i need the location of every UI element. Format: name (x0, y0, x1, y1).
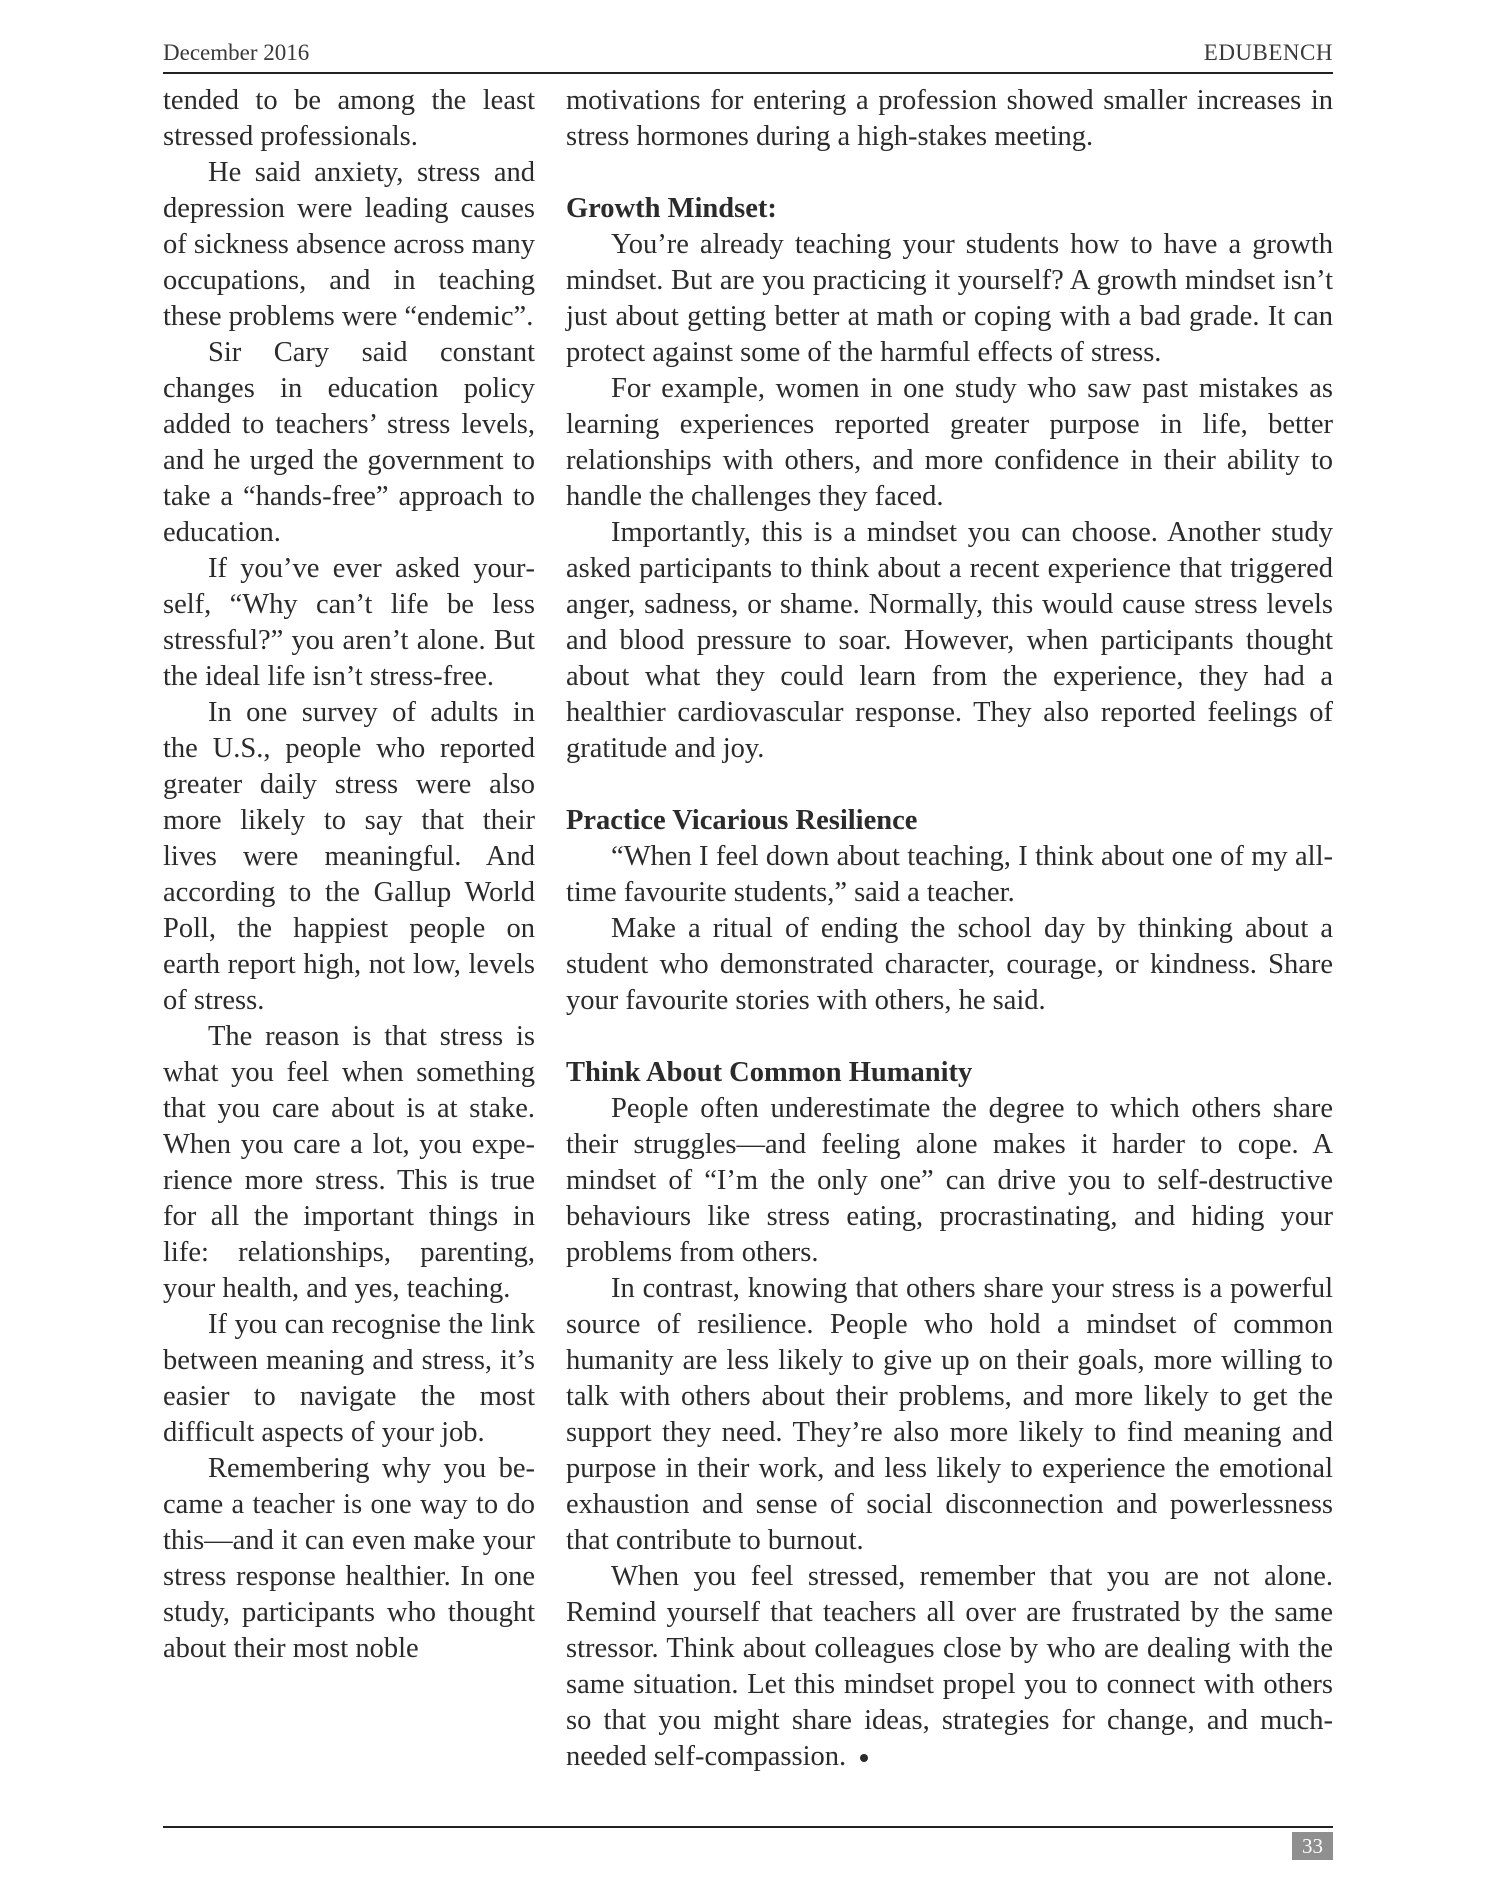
right-paragraph-9 (566, 1559, 1333, 1775)
right-paragraph-4: Importantly, this is a mindset you can choose. Another study asked participants to think about a recent experience that triggered anger, sadness, or shame. Normally, this would cause stress levels and blood pressure to soar. However, when participants thought about what they could learn from the experience, they had a healthier cardiovascular response. They also reported feelings of gratitude and joy. (566, 517, 1333, 764)
right-paragraph-1: motivations for entering a profession showed smaller increases in stress hormones during a high-stakes meeting. (566, 85, 1333, 152)
running-header (163, 40, 1333, 72)
right-paragraph-6: Make a ritual of ending the school day by thinking about a student who demonstrated character, courage, or kindness. Share your favourite stories with others, he said. (566, 913, 1333, 1016)
left-paragraph-4: If you’ve ever asked yourself, “Why can’t life be less stressful?” you aren’t alone. But the ideal life isn’t stress-free. (163, 553, 535, 692)
right-paragraph-8: In contrast, knowing that others share your stress is a powerful source of resilience. People who hold a mindset of common humanity are less likely to give up on their goals, more willing to talk with others about their problems, and more likely to get the support they need. They’re also more likely to find meaning and purpose in their work, and less likely to experience the emotional exhaustion and sense of social disconnection and powerlessness that contribute to burnout. (566, 1273, 1333, 1556)
left-paragraph-8: Remembering why you became a teacher is one way to do this—and it can even make your stress response healthier. In one study, participants who thought about their most noble (163, 1453, 535, 1664)
end-of-article-bullet-icon (860, 1754, 868, 1762)
left-paragraph-5: In one survey of adults in the U.S., people who reported greater daily stress were also more likely to say that their lives were meaningful. And according to the Gallup World Poll, the happiest people on earth report high, not low, levels of stress. (163, 697, 535, 1016)
right-paragraph-7: People often underestimate the degree to which others share their struggles—and feeling alone makes it harder to cope. A mindset of “I’m the only one” can drive you to self-destructive behaviours like stress eating, procrastinating, and hiding your problems from others. (566, 1093, 1333, 1268)
heading-common-humanity: Think About Common Humanity (566, 1057, 973, 1088)
issue-date: December 2016 (163, 40, 310, 65)
left-paragraph-1: tended to be among the least stressed professionals. (163, 85, 535, 152)
left-column (163, 83, 535, 1667)
closing-paragraph-text: When you feel stressed, remember that you are not alone. Remind yourself that teachers all over are frustrated by the same stressor. Think about colleagues close by who are dealing with the same situation. Let this mindset propel you to connect with others so that you might share ideas, strategies for change, and much-needed self-compassion. (566, 1561, 1333, 1772)
right-paragraph-3: For example, women in one study who saw past mistakes as learning experiences reported greater purpose in life, better relationships with others, and more confidence in their ability to handle the challenges they faced. (566, 373, 1333, 512)
left-paragraph-3: Sir Cary said constant changes in education policy added to teachers’ stress levels, and he urged the government to take a “hands-free” approach to education. (163, 337, 535, 548)
footer-divider (163, 1826, 1333, 1828)
left-paragraph-2: He said anxiety, stress and depression were leading causes of sickness absence across many occupations, and in teaching these problems were “endemic”. (163, 157, 535, 332)
page-number: 33 (1292, 1832, 1333, 1860)
heading-growth-mindset: Growth Mindset: (566, 193, 777, 224)
left-paragraph-6: The reason is that stress is what you feel when something that you care about is at stake. When you care a lot, you experience more stress. This is true for all the important things in life: relationships, parenting, your health, and yes, teaching. (163, 1021, 535, 1304)
left-paragraph-7: If you can recognise the link between meaning and stress, it’s easier to navigate the most difficult aspects of your job. (163, 1309, 535, 1448)
heading-vicarious-resilience: Practice Vicarious Resilience (566, 805, 918, 836)
header-divider (163, 72, 1333, 74)
right-paragraph-2: You’re already teaching your students how to have a growth mindset. But are you practicing it yourself? A growth mindset isn’t just about getting better at math or coping with a bad grade. It can protect against some of the harmful effects of stress. (566, 229, 1333, 368)
right-column (566, 83, 1333, 1775)
publication-name: EDUBENCH (1203, 40, 1333, 65)
right-paragraph-5: “When I feel down about teaching, I think about one of my all-time favourite students,” said a teacher. (566, 841, 1333, 908)
